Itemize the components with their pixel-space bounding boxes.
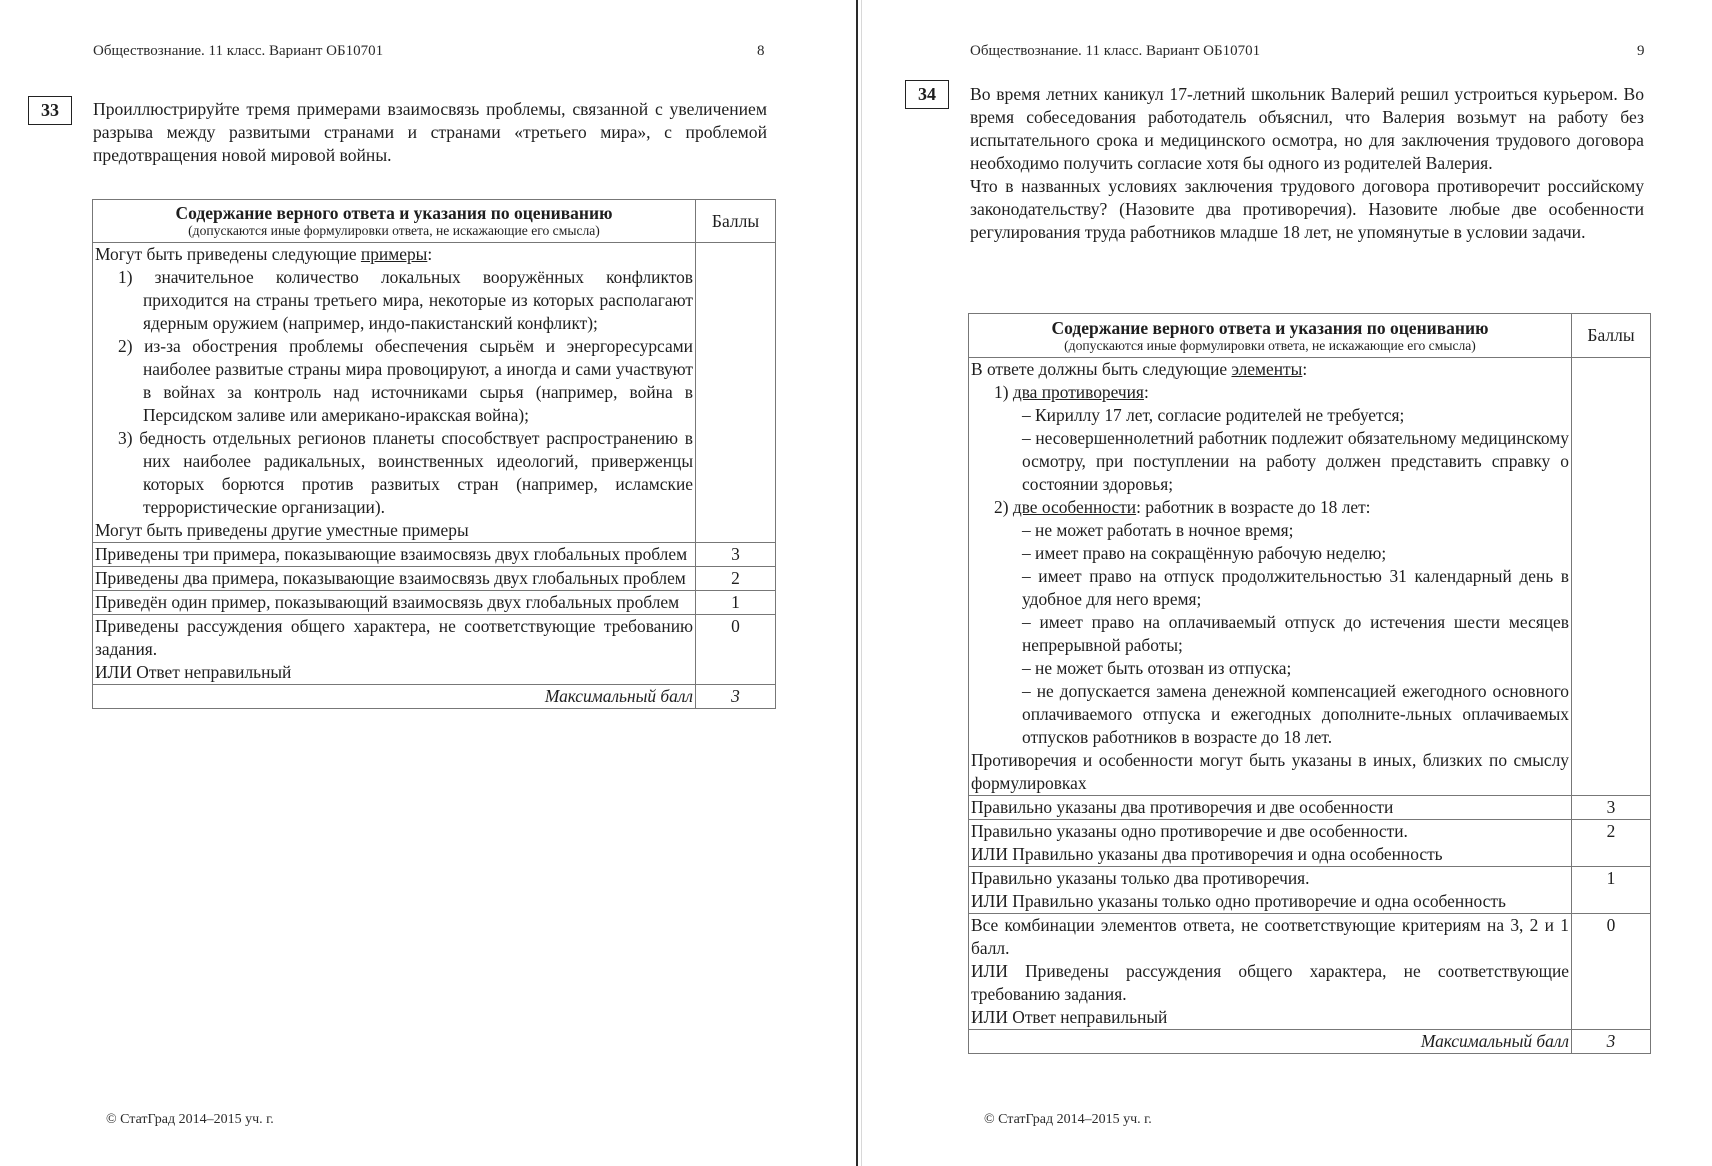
header-main: Содержание верного ответа и указания по оцениванию: [1051, 317, 1489, 338]
table-header-row: [93, 200, 776, 243]
header-main: Содержание верного ответа и указания по оцениванию: [175, 203, 613, 223]
criteria-table: [92, 199, 776, 709]
criteria-score: 0: [1572, 914, 1651, 1030]
empty-score-cell: [1572, 358, 1651, 796]
answer-intro: В ответе должны быть следующие элементы:: [971, 359, 1308, 379]
answer-item: 1) значительное количество локальных вооружённых конфликтов приходится на страны третьего мира, некоторые из которых располагают ядерным оружием (например, индо-пакистанский конфликт);: [118, 267, 693, 333]
header-sub: (допускаются иные формулировки ответа, не искажающие его смысла): [188, 223, 600, 238]
answer-item: – не может работать в ночное время;: [1022, 520, 1294, 540]
answer-item: – имеет право на отпуск продолжительностью 31 календарный день в удобное для него время;: [1022, 566, 1569, 609]
criteria-text: Приведён один пример, показывающий взаимосвязь двух глобальных проблем: [93, 591, 696, 615]
question-paragraph: Что в названных условиях заключения трудового договора противоречит российскому законодательству? (Назовите два противоречия). Назовите любые две особенности регулирования труда работников младше 18 лет, не упомянутые в условии задачи.: [970, 176, 1644, 242]
header-score-cell: Баллы: [696, 200, 776, 243]
criteria-text: Приведены три примера, показывающие взаимосвязь двух глобальных проблем: [93, 543, 696, 567]
question-number-box: 34: [905, 80, 949, 109]
answer-part-2: 2) две особенности: работник в возрасте до 18 лет:: [994, 497, 1371, 517]
answer-item: – Кириллу 17 лет, согласие родителей не требуется;: [1022, 405, 1405, 425]
criteria-score: 2: [1572, 820, 1651, 867]
question-paragraph: Проиллюстрируйте тремя примерами взаимосвязь проблемы, связанной с увеличением разрыва между развитыми странами и странами «третьего мира», с проблемой предотвращения новой мировой войны.: [93, 99, 767, 165]
empty-score-cell: [696, 243, 776, 543]
criteria-row: [93, 591, 776, 615]
answer-closing: Могут быть приведены другие уместные примеры: [95, 520, 469, 540]
question-paragraph: Во время летних каникул 17-летний школьник Валерий решил устроиться курьером. Во время собеседования работодатель объяснил, что Валерия возьмут на работу без испытательного срока и медицинского осмотра, но для заключения трудового договора необходимо получить согласие хотя бы одного из родителей Валерия.: [970, 84, 1644, 173]
criteria-score: 1: [1572, 867, 1651, 914]
criteria-score: 2: [696, 567, 776, 591]
criteria-text: Приведены два примера, показывающие взаимосвязь двух глобальных проблем: [93, 567, 696, 591]
max-score-row: [969, 1030, 1651, 1054]
criteria-row: [93, 543, 776, 567]
criteria-score: 0: [696, 615, 776, 685]
header-content-cell: [969, 314, 1572, 358]
page-number: 9: [1637, 43, 1645, 59]
header-content-cell: [93, 200, 696, 243]
answer-item: 3) бедность отдельных регионов планеты способствует распространению в них наиболее радикальных, воинственных идеологий, приверженцы которых борются против развитых стран (например, исламские террористические организации).: [118, 428, 693, 517]
criteria-score: 3: [1572, 796, 1651, 820]
criteria-row: [93, 567, 776, 591]
criteria-text: Все комбинации элементов ответа, не соответствующие критериям на 3, 2 и 1 балл. ИЛИ Приведены рассуждения общего характера, не соответствующие требованию задания. ИЛИ Ответ неправильный: [969, 914, 1572, 1030]
answer-content-cell: [969, 358, 1572, 796]
running-head: Обществознание. 11 класс. Вариант ОБ10701: [970, 43, 1261, 59]
criteria-score: 1: [696, 591, 776, 615]
max-score-value: 3: [696, 685, 776, 709]
criteria-text: Приведены рассуждения общего характера, не соответствующие требованию задания. ИЛИ Ответ неправильный: [93, 615, 696, 685]
content-row: [93, 243, 776, 543]
right-page: [860, 0, 1712, 1166]
answer-closing: Противоречия и особенности могут быть указаны в иных, близких по смыслу формулировках: [971, 750, 1569, 793]
page-divider: [856, 0, 858, 1166]
page-number: 8: [757, 43, 765, 59]
max-score-label: Максимальный балл: [969, 1030, 1572, 1054]
answer-item: – несовершеннолетний работник подлежит обязательному медицинскому осмотру, при поступлении на работу должен представить справку о состоянии здоровья;: [1022, 428, 1569, 494]
question-text: [93, 98, 767, 167]
criteria-score: 3: [696, 543, 776, 567]
answer-part-1: 1) два противоречия:: [994, 382, 1149, 402]
criteria-row: [969, 820, 1651, 867]
criteria-row: [93, 615, 776, 685]
criteria-text: Правильно указаны два противоречия и две особенности: [969, 796, 1572, 820]
answer-intro: Могут быть приведены следующие примеры:: [95, 244, 433, 264]
max-score-value: 3: [1572, 1030, 1651, 1054]
criteria-text: Правильно указаны одно противоречие и две особенности. ИЛИ Правильно указаны два противоречия и одна особенность: [969, 820, 1572, 867]
answer-item: – имеет право на оплачиваемый отпуск до истечения шести месяцев непрерывной работы;: [1022, 612, 1569, 655]
question-text: [970, 83, 1644, 244]
criteria-row: [969, 867, 1651, 914]
max-score-row: [93, 685, 776, 709]
answer-item: 2) из-за обострения проблемы обеспечения сырьём и энергоресурсами наиболее развитые страны мира провоцируют, а иногда и сами участвуют в войнах за контроль над источниками сырья (например, война в Персидском заливе или американо-иракская война);: [118, 336, 693, 425]
max-score-label: Максимальный балл: [93, 685, 696, 709]
answer-content-cell: [93, 243, 696, 543]
header-sub: (допускаются иные формулировки ответа, не искажающие его смысла): [1064, 337, 1476, 353]
criteria-text: Правильно указаны только два противоречия. ИЛИ Правильно указаны только одно противоречие и одна особенность: [969, 867, 1572, 914]
footer-copyright: © СтатГрад 2014–2015 уч. г.: [106, 1112, 274, 1127]
criteria-row: [969, 796, 1651, 820]
answer-item: – имеет право на сокращённую рабочую неделю;: [1022, 543, 1387, 563]
question-number-box: 33: [28, 96, 72, 125]
answer-item: – не может быть отозван из отпуска;: [1022, 658, 1292, 678]
answer-item: – не допускается замена денежной компенсацией ежегодного основного оплачиваемого отпуска и ежегодных дополните-льных оплачиваемых отпусков работников в возрасте до 18 лет.: [1022, 681, 1569, 747]
criteria-row: [969, 914, 1651, 1030]
content-row: [969, 358, 1651, 796]
criteria-table: [968, 313, 1651, 1054]
running-head: Обществознание. 11 класс. Вариант ОБ10701: [93, 43, 384, 59]
header-score-cell: Баллы: [1572, 314, 1651, 358]
table-header-row: [969, 314, 1651, 358]
footer-copyright: © СтатГрад 2014–2015 уч. г.: [984, 1112, 1152, 1127]
